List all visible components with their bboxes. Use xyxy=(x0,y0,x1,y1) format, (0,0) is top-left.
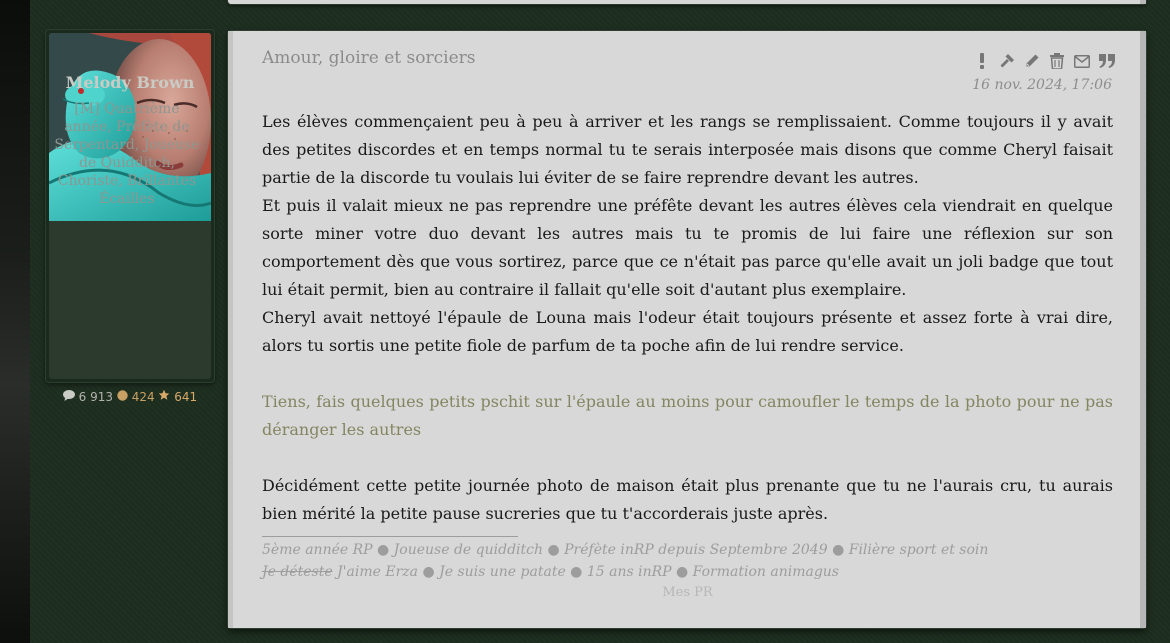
previous-post-edge xyxy=(228,0,1146,4)
post-paragraph: Décidément cette petite journée photo de maison était plus prenante que tu ne l'aurais cru, tu aurais bien mérité la petite pause sucreries que tu t'accorderais juste après. xyxy=(262,476,1113,523)
author-info xyxy=(49,221,211,379)
post-paragraph: Cheryl avait nettoyé l'épaule de Louna mais l'odeur était toujours présente et assez forte à vrai dire, alors tu sortis une petite fiole de parfum de ta poche afin de lui rendre service. xyxy=(262,308,1113,355)
message-icon[interactable] xyxy=(1072,52,1091,70)
post-actions xyxy=(972,51,1116,71)
post-date: 16 nov. 2024, 17:06 xyxy=(972,77,1112,93)
signature-link[interactable]: Mes PR xyxy=(662,585,713,600)
post-paragraph: Et puis il valait mieux ne pas reprendre une préfête devant les autres élèves cela viendrait en quelque sorte miner votre duo devant les autres mais tu te promis de lui faire une réflexion sur son comportement dès que vous sortirez, parce que ce n'était pas parce qu'elle avait un joli badge que tout lui était permit, bien au contraire il fallait qu'elle soit d'autant plus exemplaire. xyxy=(262,196,1113,299)
author-stats xyxy=(46,389,214,404)
post-body xyxy=(262,108,1113,528)
delete-icon[interactable] xyxy=(1047,52,1066,70)
dialogue-line: Tiens, fais quelques petits pschit sur l'épaule au moins pour camoufler le temps de la photo pour ne pas déranger les autres xyxy=(262,392,1113,439)
moderate-icon[interactable] xyxy=(997,52,1016,70)
signature-struck-text: Je déteste xyxy=(262,564,333,580)
speech-bubble-icon xyxy=(63,390,79,404)
edit-icon[interactable] xyxy=(1022,52,1041,70)
gold-count: 424 xyxy=(131,390,155,404)
post-edge-left xyxy=(228,31,233,628)
signature-text: J'aime Erza ● Je suis une patate ● 15 ans inRP ● Formation animagus xyxy=(332,564,839,580)
page-background-left xyxy=(0,0,30,643)
star-icon xyxy=(158,390,174,404)
post-edge-right xyxy=(1140,31,1146,628)
quote-icon[interactable] xyxy=(1097,52,1116,70)
author-name[interactable]: Melody Brown xyxy=(65,73,195,92)
signature-line: 5ème année RP ● Joueuse de quidditch ● Préfète inRP depuis Septembre 2049 ● Filière sport et soin xyxy=(262,542,989,558)
author-profile xyxy=(46,30,214,404)
post-title[interactable]: Amour, gloire et sorciers xyxy=(262,48,476,68)
report-icon[interactable] xyxy=(972,52,991,70)
signature xyxy=(262,536,1113,604)
signature-divider xyxy=(262,536,518,537)
post-paragraph: Les élèves commençaient peu à peu à arriver et les rangs se remplissaient. Comme toujours il y avait des petites discordes et en temps normal tu te serais interposée mais disons que comme Cheryl faisait partie de la discorde tu voulais lui éviter de se faire reprendre devant les autres. xyxy=(262,112,1113,187)
points-count: 641 xyxy=(174,390,198,404)
coin-icon xyxy=(117,390,132,404)
messages-count: 6 913 xyxy=(78,390,114,404)
author-rank: [M] Quatrième année, Préfète de Serpentard, Joueuse de Quidditch, Choriste, Brillantes Écailles xyxy=(54,101,200,207)
forum-post xyxy=(228,31,1146,628)
signature-line xyxy=(262,561,1113,583)
